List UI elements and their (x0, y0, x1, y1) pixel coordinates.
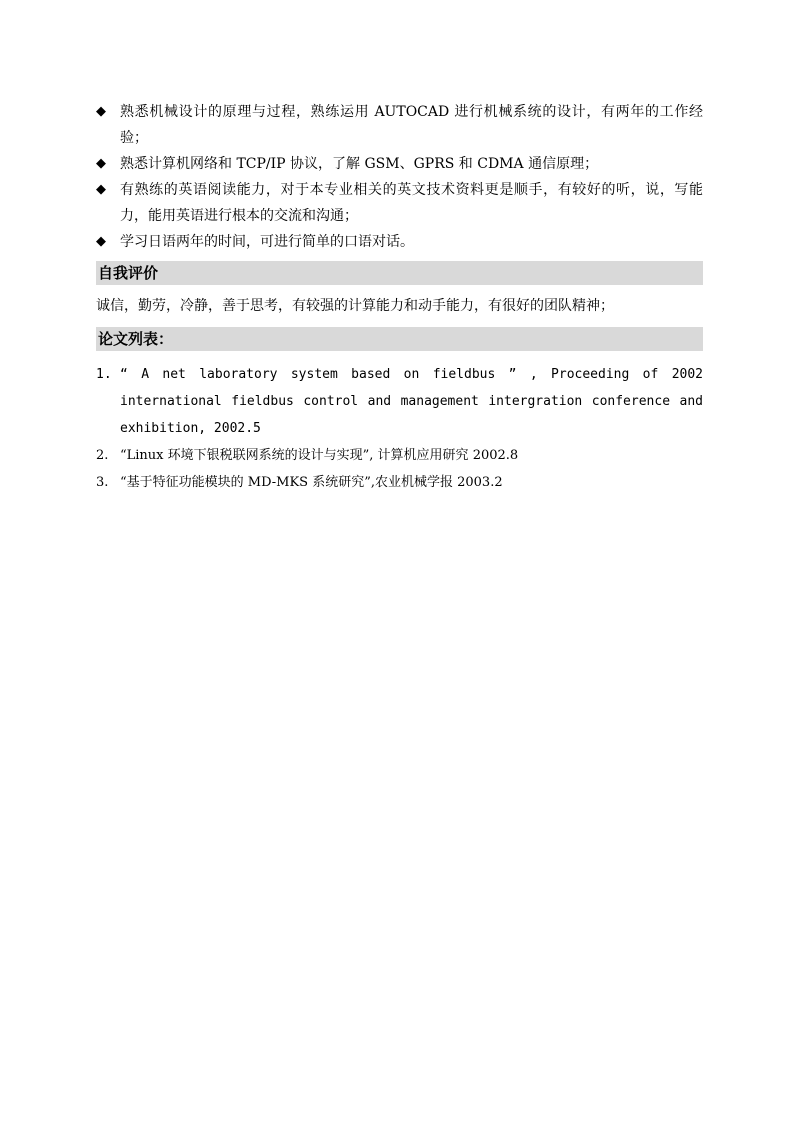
skill-item (96, 151, 703, 177)
diamond-bullet-icon: ◆ (96, 234, 106, 249)
paper-citation: “Linux 环境下银税联网系统的设计与实现”, 计算机应用研究 2002.8 (120, 448, 519, 463)
resume-content (96, 99, 703, 496)
skills-list (96, 99, 703, 255)
paper-item (96, 469, 703, 496)
self-evaluation-text: 诚信，勤劳，冷静，善于思考，有较强的计算能力和动手能力，有很好的团队精神； (96, 298, 614, 314)
skill-item (96, 229, 703, 255)
paper-number: 1. (96, 367, 112, 382)
skill-text: 有熟练的英语阅读能力，对于本专业相关的英文技术资料更是顺手，有较好的听，说，写能力，能用英语进行根本的交流和沟通； (120, 182, 703, 224)
papers-heading: 论文列表： (96, 327, 703, 351)
paper-citation: “基于特征功能模块的 MD-MKS 系统研究”,农业机械学报 2003.2 (120, 475, 503, 490)
skill-text: 熟悉计算机网络和 TCP/IP 协议，了解 GSM、GPRS 和 CDMA 通信原理； (120, 156, 599, 172)
skill-text: 熟悉机械设计的原理与过程，熟练运用 AUTOCAD 进行机械系统的设计，有两年的工作经验； (120, 104, 703, 146)
paper-item (96, 361, 703, 442)
skill-text: 学习日语两年的时间，可进行简单的口语对话。 (120, 234, 414, 250)
paper-number: 3. (96, 475, 109, 490)
diamond-bullet-icon: ◆ (96, 156, 106, 171)
skill-item (96, 177, 703, 229)
self-evaluation-heading: 自我评价 (96, 261, 703, 285)
paper-item (96, 442, 703, 469)
paper-number: 2. (96, 448, 109, 463)
diamond-bullet-icon: ◆ (96, 104, 106, 119)
paper-citation: “ A net laboratory system based on fieldbus ” , Proceeding of 2002 international fieldbus control and management intergration conference and exhibition, 2002.5 (120, 367, 703, 436)
skill-item (96, 99, 703, 151)
papers-list (96, 361, 703, 496)
diamond-bullet-icon: ◆ (96, 182, 106, 197)
